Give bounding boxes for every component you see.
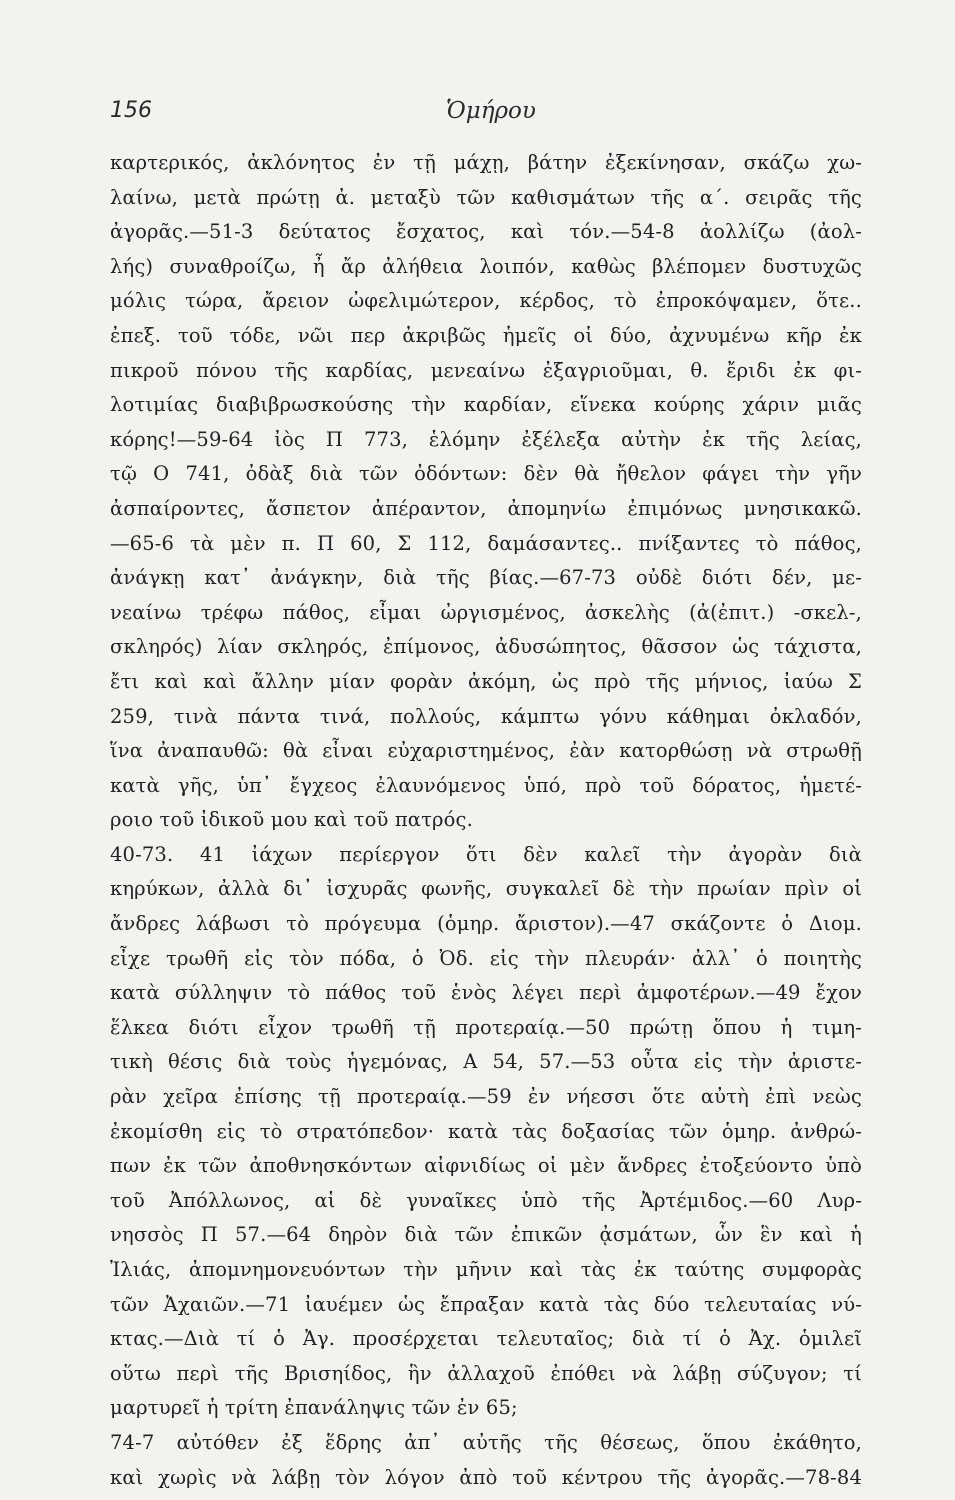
text-line: εἶχε τρωθῆ εἰς τὸν πόδα, ὁ Ὀδ. εἰς τὴν πλευράν· ἀλλ᾽ ὁ ποιητὴς — [110, 946, 862, 970]
text-line: κατὰ γῆς, ὑπ᾽ ἔγχεος ἐλαυνόμενος ὑπό, πρὸ τοῦ δόρατος, ἡμετέ- — [110, 773, 862, 797]
text-line: ἐκομίσθη εἰς τὸ στρατόπεδον· κατὰ τὰς δοξασίας τῶν ὁμηρ. ἀνθρώ- — [110, 1119, 862, 1143]
text-line: τῷ Ο 741, ὀδὰξ διὰ τῶν ὀδόντων: δὲν θὰ ἤθελον φάγει τὴν γῆν — [110, 462, 862, 486]
text-line: ἵνα ἀναπαυθῶ: θὰ εἶναι εὐχαριστημένος, ἐὰν κατορθώσῃ νὰ στρωθῇ — [110, 739, 862, 763]
text-line: ἕλκεα διότι εἶχον τρωθῆ τῇ προτεραίᾳ.—50 πρώτῃ ὅπου ἡ τιμη- — [110, 1015, 862, 1039]
text-line: ἀσπαίροντες, ἄσπετον ἀπέραντον, ἀπομηνίω ἐπιμόνως μνησικακῶ. — [110, 496, 862, 520]
text-line: λής) συναθροίζω, ἦ ἄρ ἀλήθεια λοιπόν, καθὼς βλέπομεν δυστυχῶς — [110, 254, 862, 278]
text-line: μόλις τώρα, ἄρειον ὠφελιμώτερον, κέρδος, τὸ ἐπροκόψαμεν, ὅτε.. — [110, 289, 862, 313]
text-line: ἔτι καὶ καὶ ἄλλην μίαν φορὰν ἀκόμη, ὡς πρὸ τῆς μήνιος, ἰαύω Σ — [110, 669, 862, 693]
text-line: ἀγορᾶς.—51-3 δεύτατος ἔσχατος, καὶ τόν.—54-8 ἀολλίζω (ἀολ- — [110, 220, 862, 244]
text-line: καρτερικός, ἀκλόνητος ἐν τῇ μάχῃ, βάτην ἐξεκίνησαν, σκάζω χω- — [110, 151, 862, 174]
text-line: τῶν Ἀχαιῶν.—71 ἰαυέμεν ὡς ἔπραξαν κατὰ τὰς δύο τελευταίας νύ- — [110, 1292, 862, 1316]
text-line: 74-7 αὐτόθεν ἐξ ἕδρης ἀπ᾽ αὐτῆς τῆς θέσεως, ὅπου ἐκάθητο, — [110, 1430, 862, 1454]
text-line: νησσὸς Π 57.—64 δηρὸν διὰ τῶν ἐπικῶν ᾀσμάτων, ὧν ἓν καὶ ἡ — [110, 1223, 862, 1247]
running-title: Ὁμήρου — [446, 98, 536, 124]
text-line: ροιο τοῦ ἰδικοῦ μου καὶ τοῦ πατρός. — [110, 808, 473, 832]
commentary-text — [110, 146, 862, 1495]
text-line: ρὰν χεῖρα ἐπίσης τῇ προτεραίᾳ.—59 ἐν νήεσσι ὅτε αὐτὴ ἐπὶ νεὼς — [110, 1085, 862, 1109]
text-line: πων ἐκ τῶν ἀποθνησκόντων αἰφνιδίως οἱ μὲν ἄνδρες ἐτοξεύοντο ὑπὸ — [110, 1154, 862, 1178]
text-line: ἐπεξ. τοῦ τόδε, νῶι περ ἀκριβῶς ἡμεῖς οἱ δύο, ἀχνυμένω κῆρ ἐκ — [110, 323, 862, 347]
text-line: —65-6 τὰ μὲν π. Π 60, Σ 112, δαμάσαντες.. πνίξαντες τὸ πάθος, — [110, 531, 862, 555]
text-line: καὶ χωρὶς νὰ λάβῃ τὸν λόγον ἀπὸ τοῦ κέντρου τῆς ἀγορᾶς.—78-84 — [110, 1465, 862, 1489]
text-line: κόρης!—59-64 ἰὸς Π 773, ἑλόμην ἐξέλεξα αὐτὴν ἐκ τῆς λείας, — [110, 427, 862, 451]
text-line: οὕτω περὶ τῆς Βρισηίδος, ἣν ἀλλαχοῦ ἐπόθει νὰ λάβῃ σύζυγον; τί — [110, 1361, 862, 1385]
text-line: κτας.—Διὰ τί ὁ Ἀγ. προσέρχεται τελευταῖος; διὰ τί ὁ Ἀχ. ὁμιλεῖ — [110, 1327, 862, 1351]
text-line: νεαίνω τρέφω πάθος, εἶμαι ὠργισμένος, ἀσκελὴς (ἀ(ἐπιτ.) -σκελ-, — [110, 600, 862, 624]
text-line: μαρτυρεῖ ἡ τρίτη ἐπανάληψις τῶν ἐν 65; — [110, 1396, 518, 1420]
text-line: τοῦ Ἀπόλλωνος, αἱ δὲ γυναῖκες ὑπὸ τῆς Ἀρτέμιδος.—60 Λυρ- — [110, 1188, 862, 1212]
page-header — [110, 98, 862, 138]
text-line: λαίνω, μετὰ πρώτῃ ἀ. μεταξὺ τῶν καθισμάτων τῆς α΄. σειρᾶς τῆς — [110, 185, 862, 209]
text-line: κατὰ σύλληψιν τὸ πάθος τοῦ ἑνὸς λέγει περὶ ἀμφοτέρων.—49 ἔχον — [110, 981, 862, 1005]
text-line: ἀνάγκῃ κατ᾽ ἀνάγκην, διὰ τῆς βίας.—67-73 οὐδὲ διότι δέν, με- — [110, 566, 862, 590]
text-line: Ἰλιάς, ἀπομνημονευόντων τὴν μῆνιν καὶ τὰς ἐκ ταύτης συμφορὰς — [110, 1258, 862, 1281]
text-line: τικὴ θέσις διὰ τοὺς ἡγεμόνας, Α 54, 57.—53 οὖτα εἰς τὴν ἀριστε- — [110, 1050, 862, 1074]
text-line: κηρύκων, ἀλλὰ δι᾽ ἰσχυρᾶς φωνῆς, συγκαλεῖ δὲ τὴν πρωίαν πρὶν οἱ — [110, 877, 862, 901]
page-number: 156 — [110, 98, 152, 123]
text-line: πικροῦ πόνου τῆς καρδίας, μενεαίνω ἐξαγριοῦμαι, θ. ἔριδι ἐκ φι- — [110, 358, 862, 382]
text-line: σκληρός) λίαν σκληρός, ἐπίμονος, ἀδυσώπητος, θᾶσσον ὡς τάχιστα, — [110, 635, 862, 659]
text-line: λοτιμίας διαβιβρωσκούσης τὴν καρδίαν, εἵνεκα κούρης χάριν μιᾶς — [110, 393, 862, 417]
text-line: 40-73. 41 ἰάχων περίεργον ὅτι δὲν καλεῖ τὴν ἀγορὰν διὰ — [110, 842, 862, 866]
text-line: 259, τινὰ πάντα τινά, πολλούς, κάμπτω γόνυ κάθημαι ὀκλαδόν, — [110, 704, 862, 728]
text-line: ἄνδρες λάβωσι τὸ πρόγευμα (ὁμηρ. ἄριστον).—47 σκάζοντε ὁ Διομ. — [110, 912, 862, 936]
